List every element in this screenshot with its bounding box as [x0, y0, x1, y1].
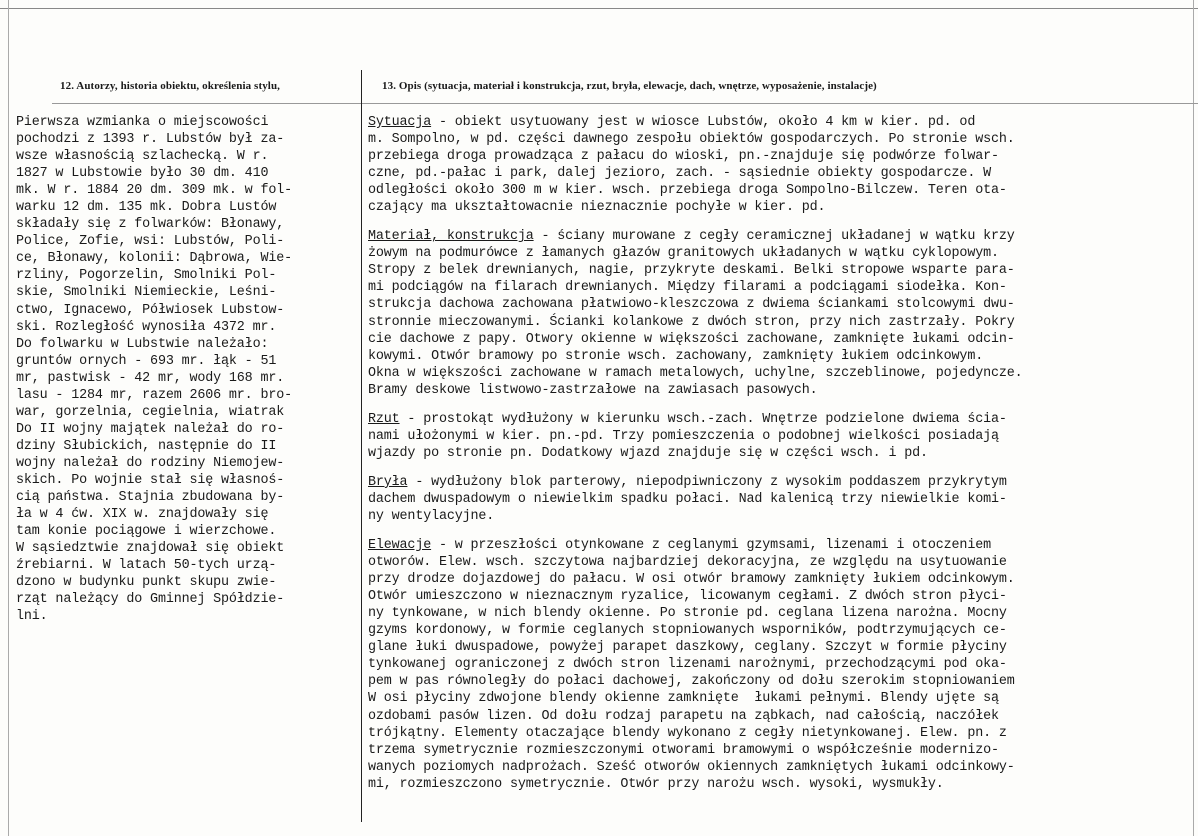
section-heading: Materiał, konstrukcja: [368, 229, 534, 245]
line-text: czne, pd.-pałac i park, dalej jezioro, zach. - sąsiednie obiekty gospodarcze. W: [368, 166, 991, 182]
line-text: przy drodze dojazdowej do pałacu. W osi otwór bramowy zamknięty łukiem odcinkowym.: [368, 572, 1015, 588]
line-text: pem w pas równoległy do połaci dachowej, zakończony od dołu szerokim stopniowaniem: [368, 674, 1015, 690]
line-text: stronnie mieczowanymi. Ścianki kolankowe z dwóch stron, przy nich zastrzały. Pokry: [368, 314, 1015, 330]
line-text: - obiekt usytuowany jest w wiosce Lubstów, około 4 km w kier. pd. od: [431, 115, 976, 130]
line-text: trójkątny. Elementy otaczające blendy wykonano z cegły nietynkowanej. Elew. pn. z: [368, 725, 1007, 741]
description-line: [368, 491, 1196, 508]
description-line: [368, 331, 1196, 348]
line-text: czający ma ukształtowacnie nieznacznie pochyłe w kier. pd.: [368, 200, 826, 216]
description-line: [368, 296, 1196, 313]
description-line: [368, 165, 1196, 182]
line-text: mi, rozmieszczono symetrycznie. Otwór przy narożu wsch. wysoki, wysmukły.: [368, 776, 944, 792]
line-text: ozdobami pasów lizen. Od dołu rodzaj parapetu na ząbkach, nad całością, naczółek: [368, 708, 999, 724]
history-line: pochodzi z 1393 r. Lubstów był za-: [16, 132, 285, 148]
description-section: [368, 114, 1196, 216]
description-line: [368, 474, 1196, 491]
history-line: składały się z folwarków: Błonawy,: [16, 217, 285, 233]
line-text: - wydłużony blok parterowy, niepodpiwniczony z wysokim poddaszem przykrytym: [407, 474, 1007, 490]
description-line: [368, 690, 1196, 707]
line-text: W osi płyciny zdwojone blendy okienne zamknięte łukami pełnymi. Blendy ujęte są: [368, 691, 999, 707]
description-text: [368, 114, 1196, 805]
history-line: war, gorzelnia, cegielnia, wiatrak: [16, 404, 285, 420]
line-text: strukcja dachowa zachowana płatwiowo-kleszczowa z dwiema ściankami stolcowymi dwu-: [368, 297, 1015, 313]
description-line: [368, 148, 1196, 165]
history-line: skie, Smolniki Niemieckie, Leśni-: [16, 285, 277, 301]
description-line: [368, 508, 1196, 525]
line-text: przebiega droga prowadząca z pałacu do wioski, pn.-znajduje się podwórze folwar-: [368, 149, 999, 165]
section-heading: Elewacje: [368, 538, 432, 554]
description-line: [368, 114, 1196, 131]
line-text: gzyms kordonowy, w formie ceglanych stopniowanych wsporników, podtrzymujących ce-: [368, 623, 1007, 639]
line-text: trzema symetrycznie rozmieszczonymi otworami bramowymi o współcześnie modernizo-: [368, 742, 999, 758]
left-edge: [0, 0, 9, 836]
line-text: Okna w większości zachowane w ramach metalowych, uchylne, szczeblinowe, pojedyncze.: [368, 365, 1023, 381]
line-text: tynkowanej ograniczonej z dwóch stron lizenami narożnymi, przechodzącymi pod oka-: [368, 657, 1007, 673]
history-line: ski. Rozległość wynosiła 4372 mr.: [16, 319, 277, 335]
description-section: [368, 411, 1196, 462]
history-line: cią państwa. Stajnia zbudowana by-: [16, 490, 285, 506]
line-text: dachem dwuspadowym o niewielkim spadku połaci. Nad kalenicą trzy niewielkie komi-: [368, 491, 1007, 507]
line-text: mi podciągów na filarach drewnianych. Między filarami a podciągami siodełka. Kon-: [368, 280, 1007, 296]
description-line: [368, 365, 1196, 382]
description-line: [368, 759, 1196, 776]
description-line: [368, 262, 1196, 279]
history-line: mk. W r. 1884 20 dm. 309 mk. w fol-: [16, 183, 292, 199]
history-line: wsze własnością szlachecką. W r.: [16, 149, 269, 165]
description-line: [368, 279, 1196, 296]
description-line: [368, 588, 1196, 605]
history-line: skich. Po wojnie stał się własnoś-: [16, 472, 285, 488]
history-line: lni.: [16, 609, 48, 625]
description-section: [368, 474, 1196, 525]
description-line: [368, 348, 1196, 365]
line-text: Bramy deskowe listwowo-zastrzałowe na zawiasach pasowych.: [368, 382, 818, 398]
line-text: - w przeszłości otynkowane z ceglanymi gzymsami, lizenami i otoczeniem: [431, 538, 991, 554]
description-line: [368, 776, 1196, 793]
description-line: [368, 554, 1196, 571]
history-line: źrebiarni. W latach 50-tych urzą-: [16, 558, 277, 574]
history-line: Police, Zofie, wsi: Lubstów, Poli-: [16, 234, 285, 250]
right-column-header: 13. Opis (sytuacja, materiał i konstrukcja, rzut, bryła, elewacje, dach, wnętrze, wyposażenie, instalacje): [382, 80, 877, 92]
description-line: [368, 673, 1196, 690]
description-line: [368, 708, 1196, 725]
line-text: Stropy z belek drewnianych, nagie, przykryte deskami. Belki stropowe wsparte para-: [368, 263, 1015, 279]
line-text: - prostokąt wydłużony w kierunku wsch.-zach. Wnętrze podzielone dwiema ścia-: [399, 411, 1007, 427]
history-line: ce, Błonawy, kolonii: Dąbrowa, Wie-: [16, 251, 292, 267]
history-line: 1827 w Lubstowie było 30 dm. 410: [16, 166, 269, 182]
section-heading: Sytuacja: [368, 115, 432, 130]
line-text: ny tynkowane, w nich blendy okienne. Po stronie pd. ceglana lizena narożna. Mocny: [368, 606, 1007, 622]
description-line: [368, 742, 1196, 759]
history-line: Do folwarku w Lubstwie należało:: [16, 336, 269, 352]
description-line: [368, 537, 1196, 554]
history-line: ctwo, Ignacewo, Półwiosek Lubstow-: [16, 302, 285, 318]
history-line: Do II wojny majątek należał do ro-: [16, 421, 285, 437]
line-text: wanych poziomych nadprożach. Sześć otworów okiennych zamkniętych łukami odcinkowy-: [368, 759, 1015, 775]
line-text: wjazdy po stronie pn. Dodatkowy wjazd znajduje się w części wsch. i pd.: [368, 445, 928, 461]
description-section: [368, 228, 1196, 398]
line-text: glane łuki dwuspadowe, powyżej parapet daszkowy, ceglany. Szczyt w formie płyciny: [368, 640, 1007, 656]
description-line: [368, 314, 1196, 331]
description-line: [368, 228, 1196, 245]
history-line: dziny Słubickich, następnie do II: [16, 438, 277, 454]
line-text: Otwór umieszczono w nieznacznym ryzalice, licowanym cegłami. Z dwóch stron płyci-: [368, 589, 1007, 605]
line-text: ny wentylacyjne.: [368, 508, 495, 524]
description-line: [368, 131, 1196, 148]
top-border: [0, 0, 1198, 9]
description-section: [368, 537, 1196, 793]
description-line: [368, 622, 1196, 639]
description-line: [368, 639, 1196, 656]
history-line: lasu - 1284 mr, razem 2606 mr. bro-: [16, 387, 292, 403]
history-text: [16, 114, 361, 625]
line-text: cie dachowe z papy. Otwory okienne w większości zachowane, zamknięte łukami odcin-: [368, 331, 1015, 347]
description-line: [368, 725, 1196, 742]
description-line: [368, 571, 1196, 588]
line-text: - ściany murowane z cegły ceramicznej układanej w wątku krzy: [533, 229, 1015, 245]
header-divider: [52, 103, 1198, 104]
history-line: warku 12 dm. 135 mk. Dobra Lustów: [16, 200, 277, 216]
description-line: [368, 656, 1196, 673]
history-line: Pierwsza wzmianka o miejscowości: [16, 115, 269, 130]
history-line: W sąsiedztwie znajdował się obiekt: [16, 541, 285, 557]
description-line: [368, 605, 1196, 622]
history-line: mr, pastwisk - 42 mr, wody 168 mr.: [16, 370, 285, 386]
line-text: otworów. Elew. wsch. szczytowa najbardziej dekoracyjna, ze względu na usytuowanie: [368, 555, 1007, 571]
description-line: [368, 182, 1196, 199]
line-text: żowym na podmurówce z łamanych głazów granitowych układanych w wątku cyklopowym.: [368, 246, 999, 262]
history-line: dzono w budynku punkt skupu zwie-: [16, 575, 277, 591]
description-line: [368, 199, 1196, 216]
line-text: odległości około 300 m w kier. wsch. przebiega droga Sompolno-Bilczew. Teren ota-: [368, 183, 1007, 199]
history-line: rzliny, Pogorzelin, Smolniki Pol-: [16, 268, 277, 284]
line-text: m. Sompolno, w pd. części dawnego zespołu obiektów gospodarczych. Po stronie wsch.: [368, 132, 1015, 148]
description-line: [368, 445, 1196, 462]
line-text: nami ułożonymi w kier. pn.-pd. Trzy pomieszczenia o podobnej wielkości posiadają: [368, 428, 999, 444]
history-line: rząt należący do Gminnej Spółdzie-: [16, 592, 285, 608]
left-column-header: 12. Autorzy, historia obiektu, określenia stylu,: [60, 80, 281, 92]
description-line: [368, 428, 1196, 445]
description-line: [368, 245, 1196, 262]
description-line: [368, 411, 1196, 428]
section-heading: Bryła: [368, 474, 408, 490]
description-line: [368, 382, 1196, 399]
history-line: wojny należał do rodziny Niemojew-: [16, 455, 285, 471]
history-line: tam konie pociągowe i wierzchowe.: [16, 524, 277, 540]
history-line: ła w 4 ćw. XIX w. znajdowały się: [16, 507, 269, 523]
line-text: kowymi. Otwór bramowy po stronie wsch. zachowany, zamknięty łukiem odcinkowym.: [368, 348, 984, 364]
column-divider: [361, 70, 362, 822]
history-line: gruntów ornych - 693 mr. łąk - 51: [16, 353, 277, 369]
section-heading: Rzut: [368, 411, 400, 427]
